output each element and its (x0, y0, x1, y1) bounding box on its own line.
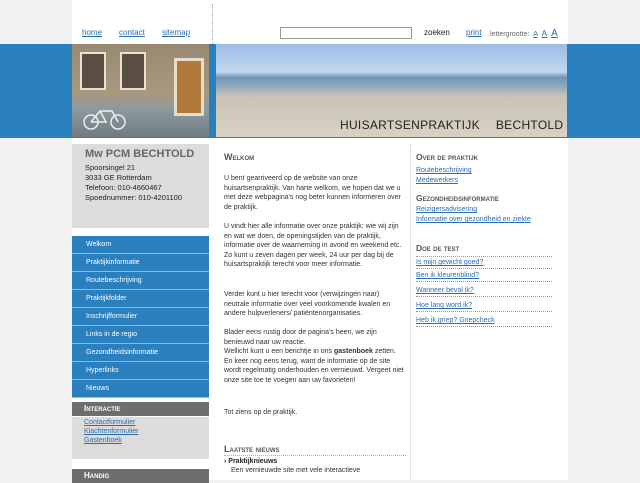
window-shape (80, 52, 106, 90)
nav-sitemap-link[interactable]: sitemap (162, 28, 191, 37)
test-item (416, 317, 552, 327)
address-city: 3033 GE Rotterdam (85, 173, 152, 182)
gezondheidsinformatie-heading: Gezondheidsinformatie (416, 193, 499, 203)
search-button[interactable]: zoeken (424, 28, 450, 37)
test-item (416, 287, 552, 297)
welcome-paragraph-3: Verder kunt u hier terecht voor (verwijzingen naar) neutrale informatie over veel voorkomende kwalen en andere hulpverleners/ patiëntenorganisaties. (224, 291, 391, 317)
doctor-name: Mw PCM BECHTOLD (85, 148, 195, 160)
doe-de-test-heading: Doe de test (416, 243, 460, 253)
medewerkers-link[interactable]: Medewerkers (416, 177, 459, 184)
print-link[interactable]: print (466, 28, 482, 37)
menu-item-routebeschrijving[interactable]: Routebeschrijving (72, 272, 209, 290)
page-title: Welkom (224, 152, 255, 162)
menu-item-inschrijfformulier[interactable]: Inschrijfformulier (72, 308, 209, 326)
test-gewicht-link[interactable]: Is mijn gewicht goed? (416, 259, 484, 266)
test-item (416, 302, 552, 312)
phone-number: Telefoon: 010-4660467 (85, 183, 162, 192)
paragraph-4-return: En keer nog eens terug, want de informatie op de site wordt regelmatig onderhouden en vernieuwd. Vergeet niet onze site toe te voegen aan uw favorieten! (224, 357, 404, 384)
klachtenformulier-link[interactable]: Klachtenformulier (84, 428, 139, 435)
font-size-large[interactable]: A (551, 28, 558, 39)
nav-contact-link[interactable]: contact (119, 28, 145, 37)
guestbook-emphasis: gastenboek (334, 348, 373, 355)
news-item-text: Een vernieuwde site met vele interactieve (231, 467, 361, 474)
handig-heading: Handig (72, 469, 209, 483)
address-street: Spoorsingel 21 (85, 163, 136, 172)
font-size-label: lettergrootte: (490, 31, 530, 38)
search-input[interactable] (280, 27, 412, 39)
menu-item-welkom[interactable]: Welkom (72, 236, 209, 254)
font-size-small[interactable]: A (533, 31, 538, 38)
test-griep-link[interactable]: Heb ik griep? Griepcheck (416, 317, 495, 324)
test-item (416, 256, 552, 269)
top-nav (72, 4, 213, 44)
welcome-paragraph-1: U bent gearriveerd op de website van onze huisartsenpraktijk. Van harte welkom, we hopen dat we u met deze webpagina's nog beter kunnen informeren over de praktijk. (224, 175, 401, 211)
site-title-part2: BECHTOLD (495, 118, 564, 132)
contactformulier-link[interactable]: Contactformulier (84, 419, 136, 426)
news-item-title (224, 458, 277, 465)
test-levensduur-link[interactable]: Hoe lang word ik? (416, 302, 473, 309)
news-divider (224, 455, 406, 456)
news-item-title-text: Praktijknieuws (228, 458, 278, 465)
site-title (340, 118, 563, 132)
font-size-medium[interactable]: A (541, 28, 548, 38)
gezondheid-ziekte-link[interactable]: Informatie over gezondheid en ziekte (416, 216, 531, 223)
over-praktijk-heading: Over de praktijk (416, 152, 479, 162)
bullet-icon: › (224, 458, 229, 465)
test-item (416, 272, 552, 282)
menu-item-nieuws[interactable]: Nieuws (72, 380, 209, 398)
interactie-heading: Interactie (72, 402, 209, 416)
routebeschrijving-link[interactable]: Routebeschrijving (416, 167, 472, 174)
menu-item-links-regio[interactable]: Links in de regio (72, 326, 209, 344)
test-bevallen-link[interactable]: Wanneer beval ik? (416, 287, 474, 294)
test-kleurenblind-link[interactable]: Ben ik kleurenblind? (416, 272, 480, 279)
menu-item-praktijkfolder[interactable]: Praktijkfolder (72, 290, 209, 308)
nav-home-link[interactable]: home (82, 28, 103, 37)
paragraph-4-intro: Blader eens rustig door de pagina's heen, we zijn benieuwd naar uw reactie. (224, 329, 377, 346)
site-title-part1: HUISARTSENPRAKTIJK (340, 118, 480, 132)
reizigersadvisering-link[interactable]: Reizigersadvisering (416, 206, 478, 213)
practice-building-photo (72, 44, 209, 137)
font-size-control (490, 28, 558, 39)
menu-item-gezondheidsinformatie[interactable]: Gezondheidsinformatie (72, 344, 209, 362)
contact-box (72, 144, 209, 228)
menu-item-hyperlinks[interactable]: Hyperlinks (72, 362, 209, 380)
door-shape (174, 58, 204, 116)
bicycle-icon (82, 106, 128, 130)
interactie-box (72, 417, 209, 459)
welcome-paragraph-5: Tot ziens op de praktijk. (224, 409, 298, 416)
emergency-number: Spoednummer: 010-4201100 (85, 193, 183, 202)
paragraph-4-guestbook-pre: Wellicht kunt u een berichtje in ons (224, 348, 334, 355)
news-heading: Laatste nieuws (224, 444, 280, 454)
gastenboek-link[interactable]: Gastenboek (84, 437, 122, 444)
welcome-paragraph-2: U vindt hier alle informatie over onze praktijk: wie wij zijn en wat we doen, de openingstijden van de praktijk, informatie over de waarneming in avond en weekend etc. Zo kunt u zeven dagen per week, 24 uur per dag bij de huisartspraktijk terecht voor meer informatie. (224, 223, 402, 268)
side-menu (72, 236, 209, 398)
column-divider (410, 144, 411, 480)
window-shape (120, 52, 146, 90)
welcome-paragraph-4 (224, 328, 406, 385)
menu-item-praktijkinformatie[interactable]: Praktijkinformatie (72, 254, 209, 272)
paragraph-4-guestbook-post: zetten. (372, 348, 396, 355)
